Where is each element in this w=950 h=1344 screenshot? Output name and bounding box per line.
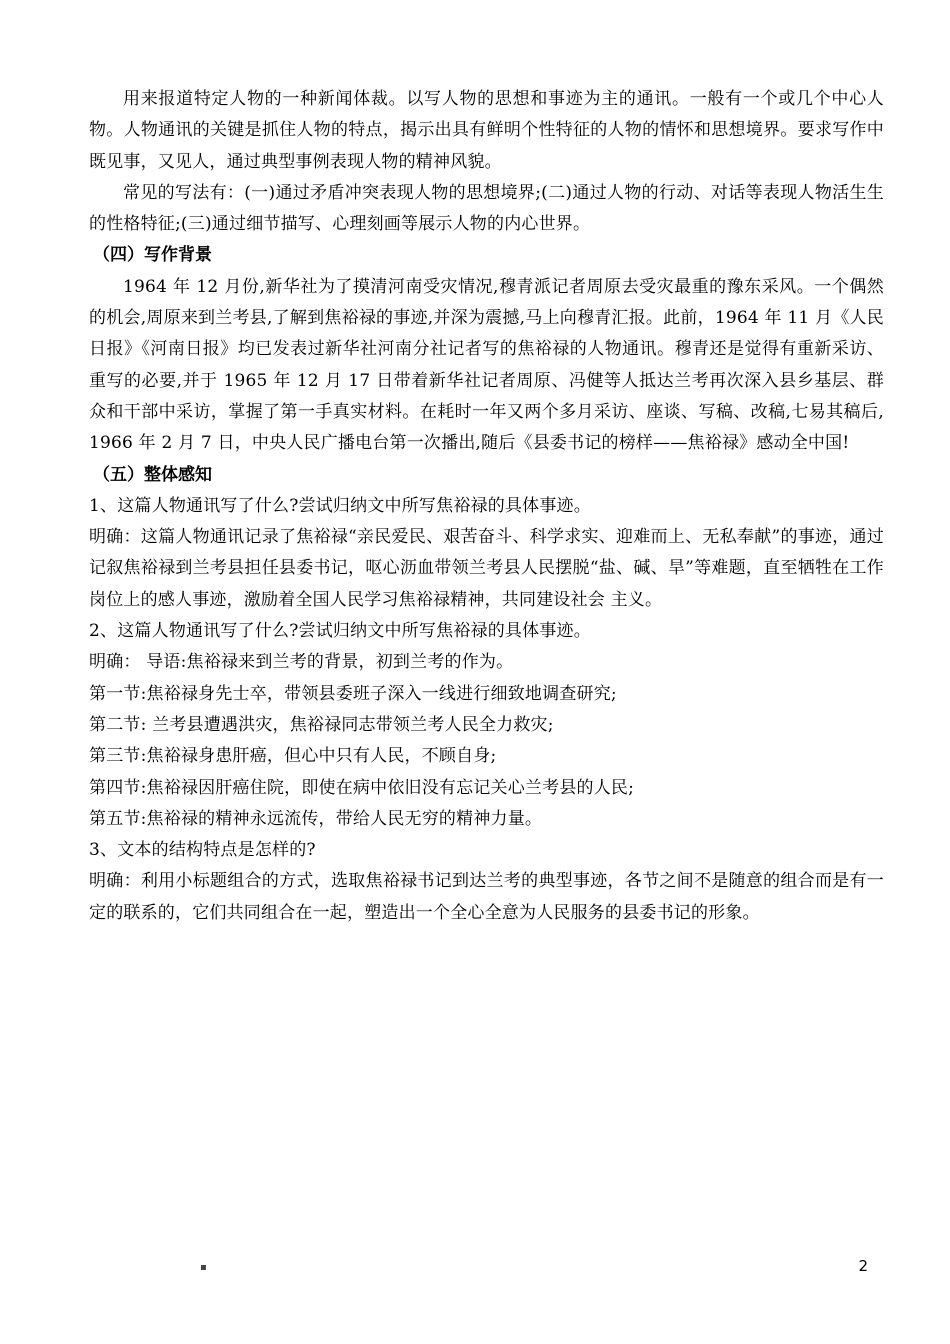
intro-paragraph-definition: 用来报道特定人物的一种新闻体裁。以写人物的思想和事迹为主的通讯。一般有一个或几个中心人物。人物通讯的关键是抓住人物的特点，揭示出具有鲜明个性特征的人物的情怀和思想境界。要求写作中既见事，又见人，通过典型事例表现人物的精神风貌。: [89, 89, 884, 172]
answer-2-line: 第三节:焦裕禄身患肝癌，但心中只有人民，不顾自身;: [89, 746, 497, 767]
footer-mark: ▪: [200, 1262, 207, 1273]
page-number: 2: [858, 1257, 868, 1275]
question-2: 2、这篇人物通讯写了什么?尝试归纳文中所写焦裕禄的具体事迹。: [89, 621, 591, 642]
answer-2-line: 明确： 导语:焦裕禄来到兰考的背景，初到兰考的作为。: [89, 652, 514, 673]
answer-1: 明确：这篇人物通讯记录了焦裕禄“亲民爱民、艰苦奋斗、科学求实、迎难而上、无私奉献”的事迹，通过记叙焦裕禄到兰考县担任县委书记，呕心沥血带领兰考县人民摆脱“盐、碱、旱”等难题，直至牺牲在工作岗位上的感人事迹，激励着全国人民学习焦裕禄精神，共同建设社会 主义。: [89, 527, 884, 610]
answer-2-line: 第一节:焦裕禄身先士卒，带领县委班子深入一线进行细致地调查研究;: [89, 683, 617, 704]
writing-background-paragraph: 1964 年 12 月份,新华社为了摸清河南受灾情况,穆青派记者周原去受灾最重的豫东采风。一个偶然的机会,周原来到兰考县,了解到焦裕禄的事迹,并深为震撼,马上向穆青汇报。此前，1964 年 11 月《人民日报》《河南日报》均已发表过新华社河南分社记者写的焦裕禄的人物通讯。穆青还是觉得有重新采访、重写的必要,并于 1965 年 12 月 17 日带着新华社记者周原、冯健等人抵达兰考再次深入县乡基层、群众和干部中采访，掌握了第一手真实材料。在耗时一年又两个多月采访、座谈、写稿、改稿,七易其稿后, 1966 年 2 月 7 日，中央人民广播电台第一次播出,随后《县委书记的榜样——焦裕禄》感动全中国!: [89, 276, 884, 454]
answer-2-line: 第五节:焦裕禄的精神永远流传，带给人民无穷的精神力量。: [89, 808, 543, 829]
section-heading-overall-perception: （五）整体感知: [93, 464, 212, 485]
section-heading-writing-background: （四）写作背景: [93, 245, 212, 266]
document-body: [89, 84, 884, 929]
question-3: 3、文本的结构特点是怎样的?: [89, 840, 316, 861]
answer-2-line: 第二节: 兰考县遭遇洪灾，焦裕禄同志带领兰考人民全力救灾;: [89, 714, 554, 735]
answer-2-line: 第四节:焦裕禄因肝癌住院，即使在病中依旧没有忘记关心兰考县的人民;: [89, 777, 635, 798]
intro-paragraph-methods: 常见的写法有：(一)通过矛盾冲突表现人物的思想境界;(二)通过人物的行动、对话等表现人物活生生的性格特征;(三)通过细节描写、心理刻画等展示人物的内心世界。: [89, 182, 884, 235]
question-1: 1、这篇人物通讯写了什么?尝试归纳文中所写焦裕禄的具体事迹。: [89, 495, 591, 516]
answer-3: 明确：利用小标题组合的方式，选取焦裕禄书记到达兰考的典型事迹，各节之间不是随意的组合而是有一定的联系的，它们共同组合在一起，塑造出一个全心全意为人民服务的县委书记的形象。: [89, 871, 884, 923]
